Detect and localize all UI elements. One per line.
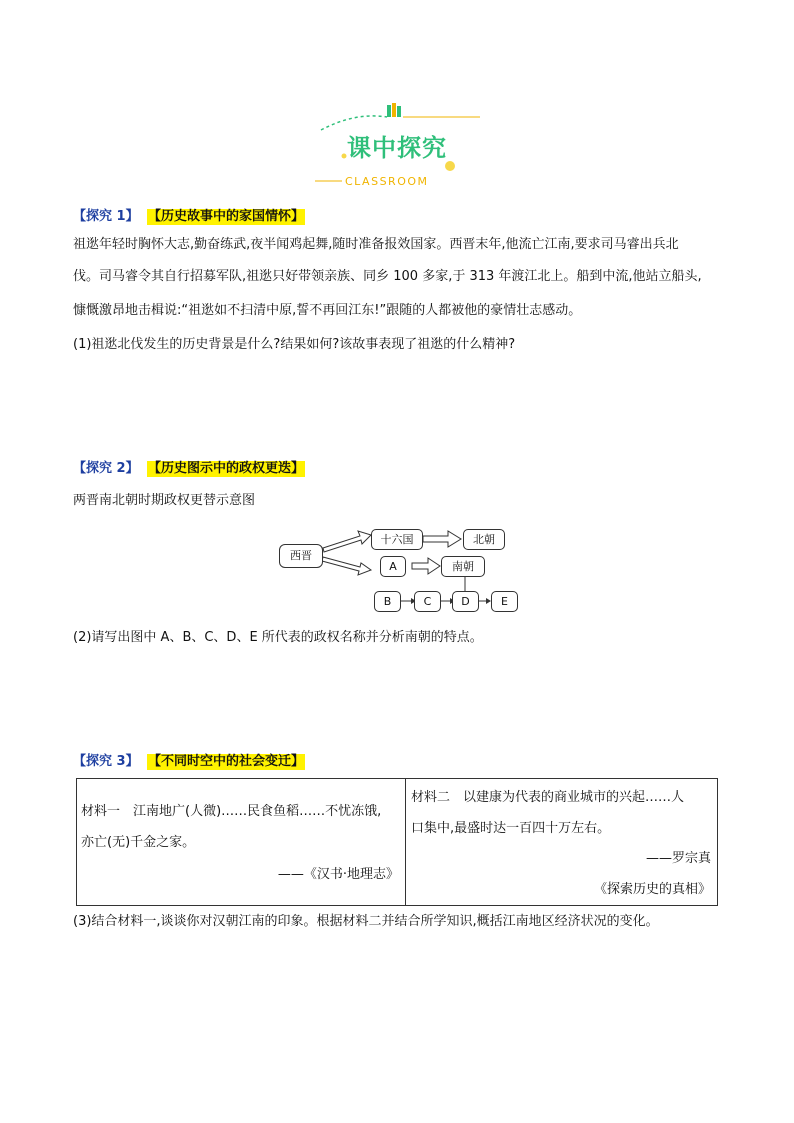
books-icon [387,103,401,117]
section-2-label: 【探究 2】 [73,461,139,476]
node-e: E [491,591,518,612]
node-d: D [452,591,479,612]
material-2-author: ——罗宗真 [645,851,711,866]
section-3-label: 【探究 3】 [73,754,139,769]
material-2-line: 材料二 以建康为代表的商业城市的兴起……人 [411,790,685,805]
node-nanchao: 南朝 [441,556,485,577]
material-2-line: 口集中,最盛时达一百四十万左右。 [411,821,611,836]
section-3-topic: 【不同时空中的社会变迁】 [148,754,305,769]
question-1: (1)祖逖北伐发生的历史背景是什么?结果如何?该故事表现了祖逖的什么精神? [73,337,516,352]
section-2-topic: 【历史图示中的政权更迭】 [148,461,305,476]
section-1-label: 【探究 1】 [73,209,139,224]
page-subtitle: CLASSROOM [345,175,429,188]
material-1-line: 亦亡(无)千金之家。 [81,835,196,850]
section-1-topic: 【历史故事中的家国情怀】 [148,209,305,224]
node-xijin: 西晋 [279,544,323,568]
node-beichao: 北朝 [463,529,505,550]
node-a: A [380,556,406,577]
table-divider [405,779,406,905]
material-1-source: ——《汉书·地理志》 [277,867,399,882]
section-1-text-line: 祖逖年轻时胸怀大志,勤奋练武,夜半闻鸡起舞,随时准备报效国家。西晋末年,他流亡江南,要求司马睿出兵北 [73,237,679,252]
node-shiliuguo: 十六国 [371,529,423,550]
question-2: (2)请写出图中 A、B、C、D、E 所代表的政权名称并分析南朝的特点。 [73,630,483,645]
node-b: B [374,591,401,612]
question-3: (3)结合材料一,谈谈你对汉朝江南的印象。根据材料二并结合所学知识,概括江南地区经济状况的变化。 [73,914,659,929]
diagram-caption: 两晋南北朝时期政权更替示意图 [73,493,256,508]
materials-table [76,778,718,906]
node-c: C [414,591,441,612]
material-1-line: 材料一 江南地广(人微)……民食鱼稻……不忧冻饿, [81,804,382,819]
section-1-text-line: 伐。司马睿令其自行招募军队,祖逖只好带领亲族、同乡 100 多家,于 313 年渡江北上。船到中流,他站立船头, [73,269,702,284]
material-2-source: 《探索历史的真相》 [593,882,711,897]
section-1-text-line: 慷慨激昂地击楫说:“祖逖如不扫清中原,誓不再回江东!”跟随的人都被他的豪情壮志感动。 [73,303,582,318]
page-title: 课中探究 [347,134,447,162]
